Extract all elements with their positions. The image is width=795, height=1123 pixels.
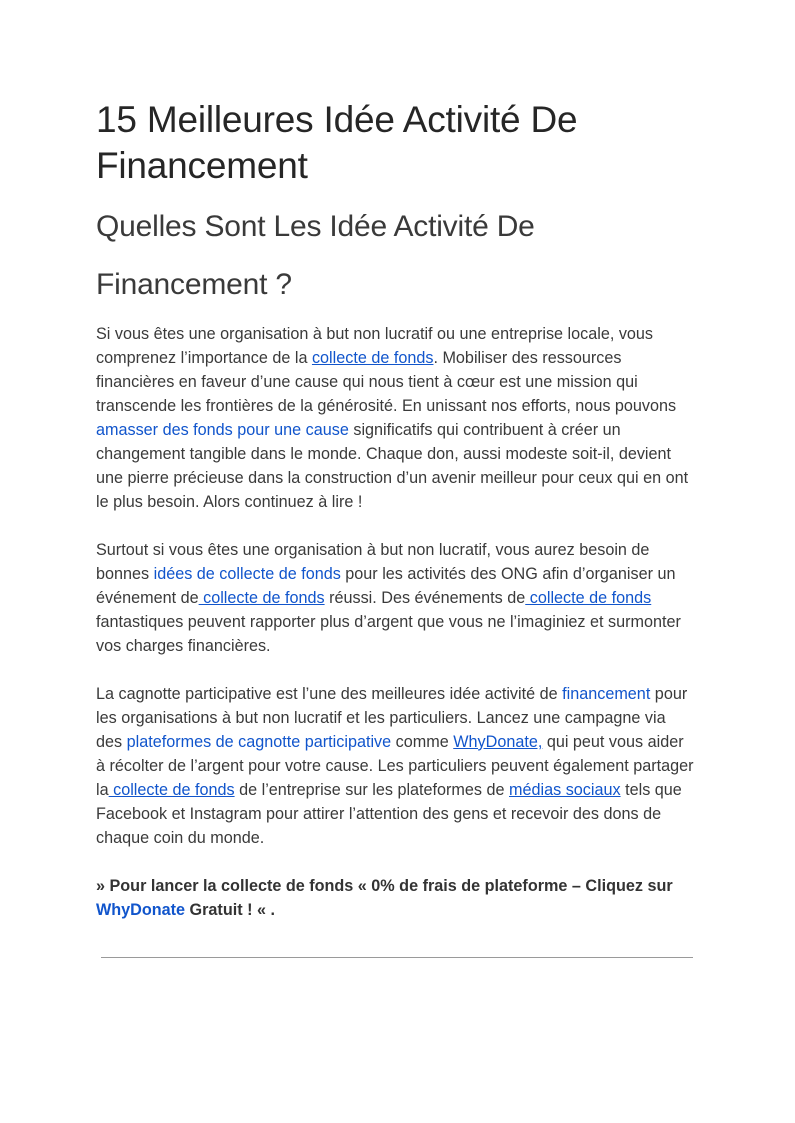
text: réussi. Des événements de [324,589,526,607]
text: . Mobiliser des ressources financières en faveur d’une cause qui nous tient à cœur est une mission qui transcende les frontières de la générosité. En unissant nos efforts, nous pouvons [96,349,677,415]
text: Gratuit ! « . [185,901,275,919]
link-medias-sociaux[interactable]: médias sociaux [509,781,621,799]
link-financement[interactable]: financement [562,685,651,703]
text: comme [391,733,454,751]
text: pour les activités des ONG afin d’organiser un événement de [96,565,676,607]
section-heading: Quelles Sont Les Idée Activité De Financement ? [96,210,535,301]
link-collecte-de-fonds[interactable]: collecte de fonds [108,781,235,799]
text: qui peut vous aider à récolter de l’argent pour votre cause. Les particuliers peuvent également partager la [96,733,694,799]
link-collecte-de-fonds[interactable]: collecte de fonds [525,589,652,607]
text: fantastiques peuvent rapporter plus d’argent que vous ne l’imaginiez et surmonter vos charges financières. [96,613,681,655]
paragraph-cagnotte [96,682,696,850]
text: tels que Facebook et Instagram pour attirer l’attention des gens et recevoir des dons de chaque coin du monde. [96,781,682,847]
link-collecte-de-fonds[interactable]: collecte de fonds [311,349,434,367]
divider [101,957,693,958]
link-whydonate[interactable]: WhyDonate, [453,733,543,751]
text: pour les organisations à but non lucratif et les particuliers. Lancez une campagne via des [96,685,688,751]
link-idees-de-collecte[interactable]: idées de collecte de fonds [153,565,341,583]
text: Surtout si vous êtes une organisation à but non lucratif, vous aurez besoin de bonnes [96,541,650,583]
paragraph-ong [96,538,696,658]
link-collecte-de-fonds[interactable]: collecte de fonds [198,589,325,607]
text: de l’entreprise sur les plateformes de [234,781,510,799]
text: Si vous êtes une organisation à but non lucratif ou une entreprise locale, vous comprenez l’importance de la [96,325,654,367]
link-whydonate-brand[interactable]: WhyDonate [96,901,186,919]
document-page [96,0,696,922]
link-plateformes-cagnotte[interactable]: plateformes de cagnotte participative [126,733,392,751]
text: significatifs qui contribuent à créer un changement tangible dans le monde. Chaque don, aussi modeste soit-il, devient une pierre précieuse dans la construction d’un avenir meilleur pour ceux qui en ont le plus besoin. Alors continuez à lire ! [96,421,689,511]
link-amasser-des-fonds[interactable]: amasser des fonds pour une cause [96,421,349,439]
paragraph-intro [96,322,696,514]
text: » Pour lancer la collecte de fonds « 0% de frais de plateforme – Cliquez sur [96,877,673,895]
text: La cagnotte participative est l’une des meilleures idée activité de [96,685,563,703]
call-to-action [96,874,696,922]
page-title: 15 Meilleures Idée Activité De Financement [96,99,578,186]
